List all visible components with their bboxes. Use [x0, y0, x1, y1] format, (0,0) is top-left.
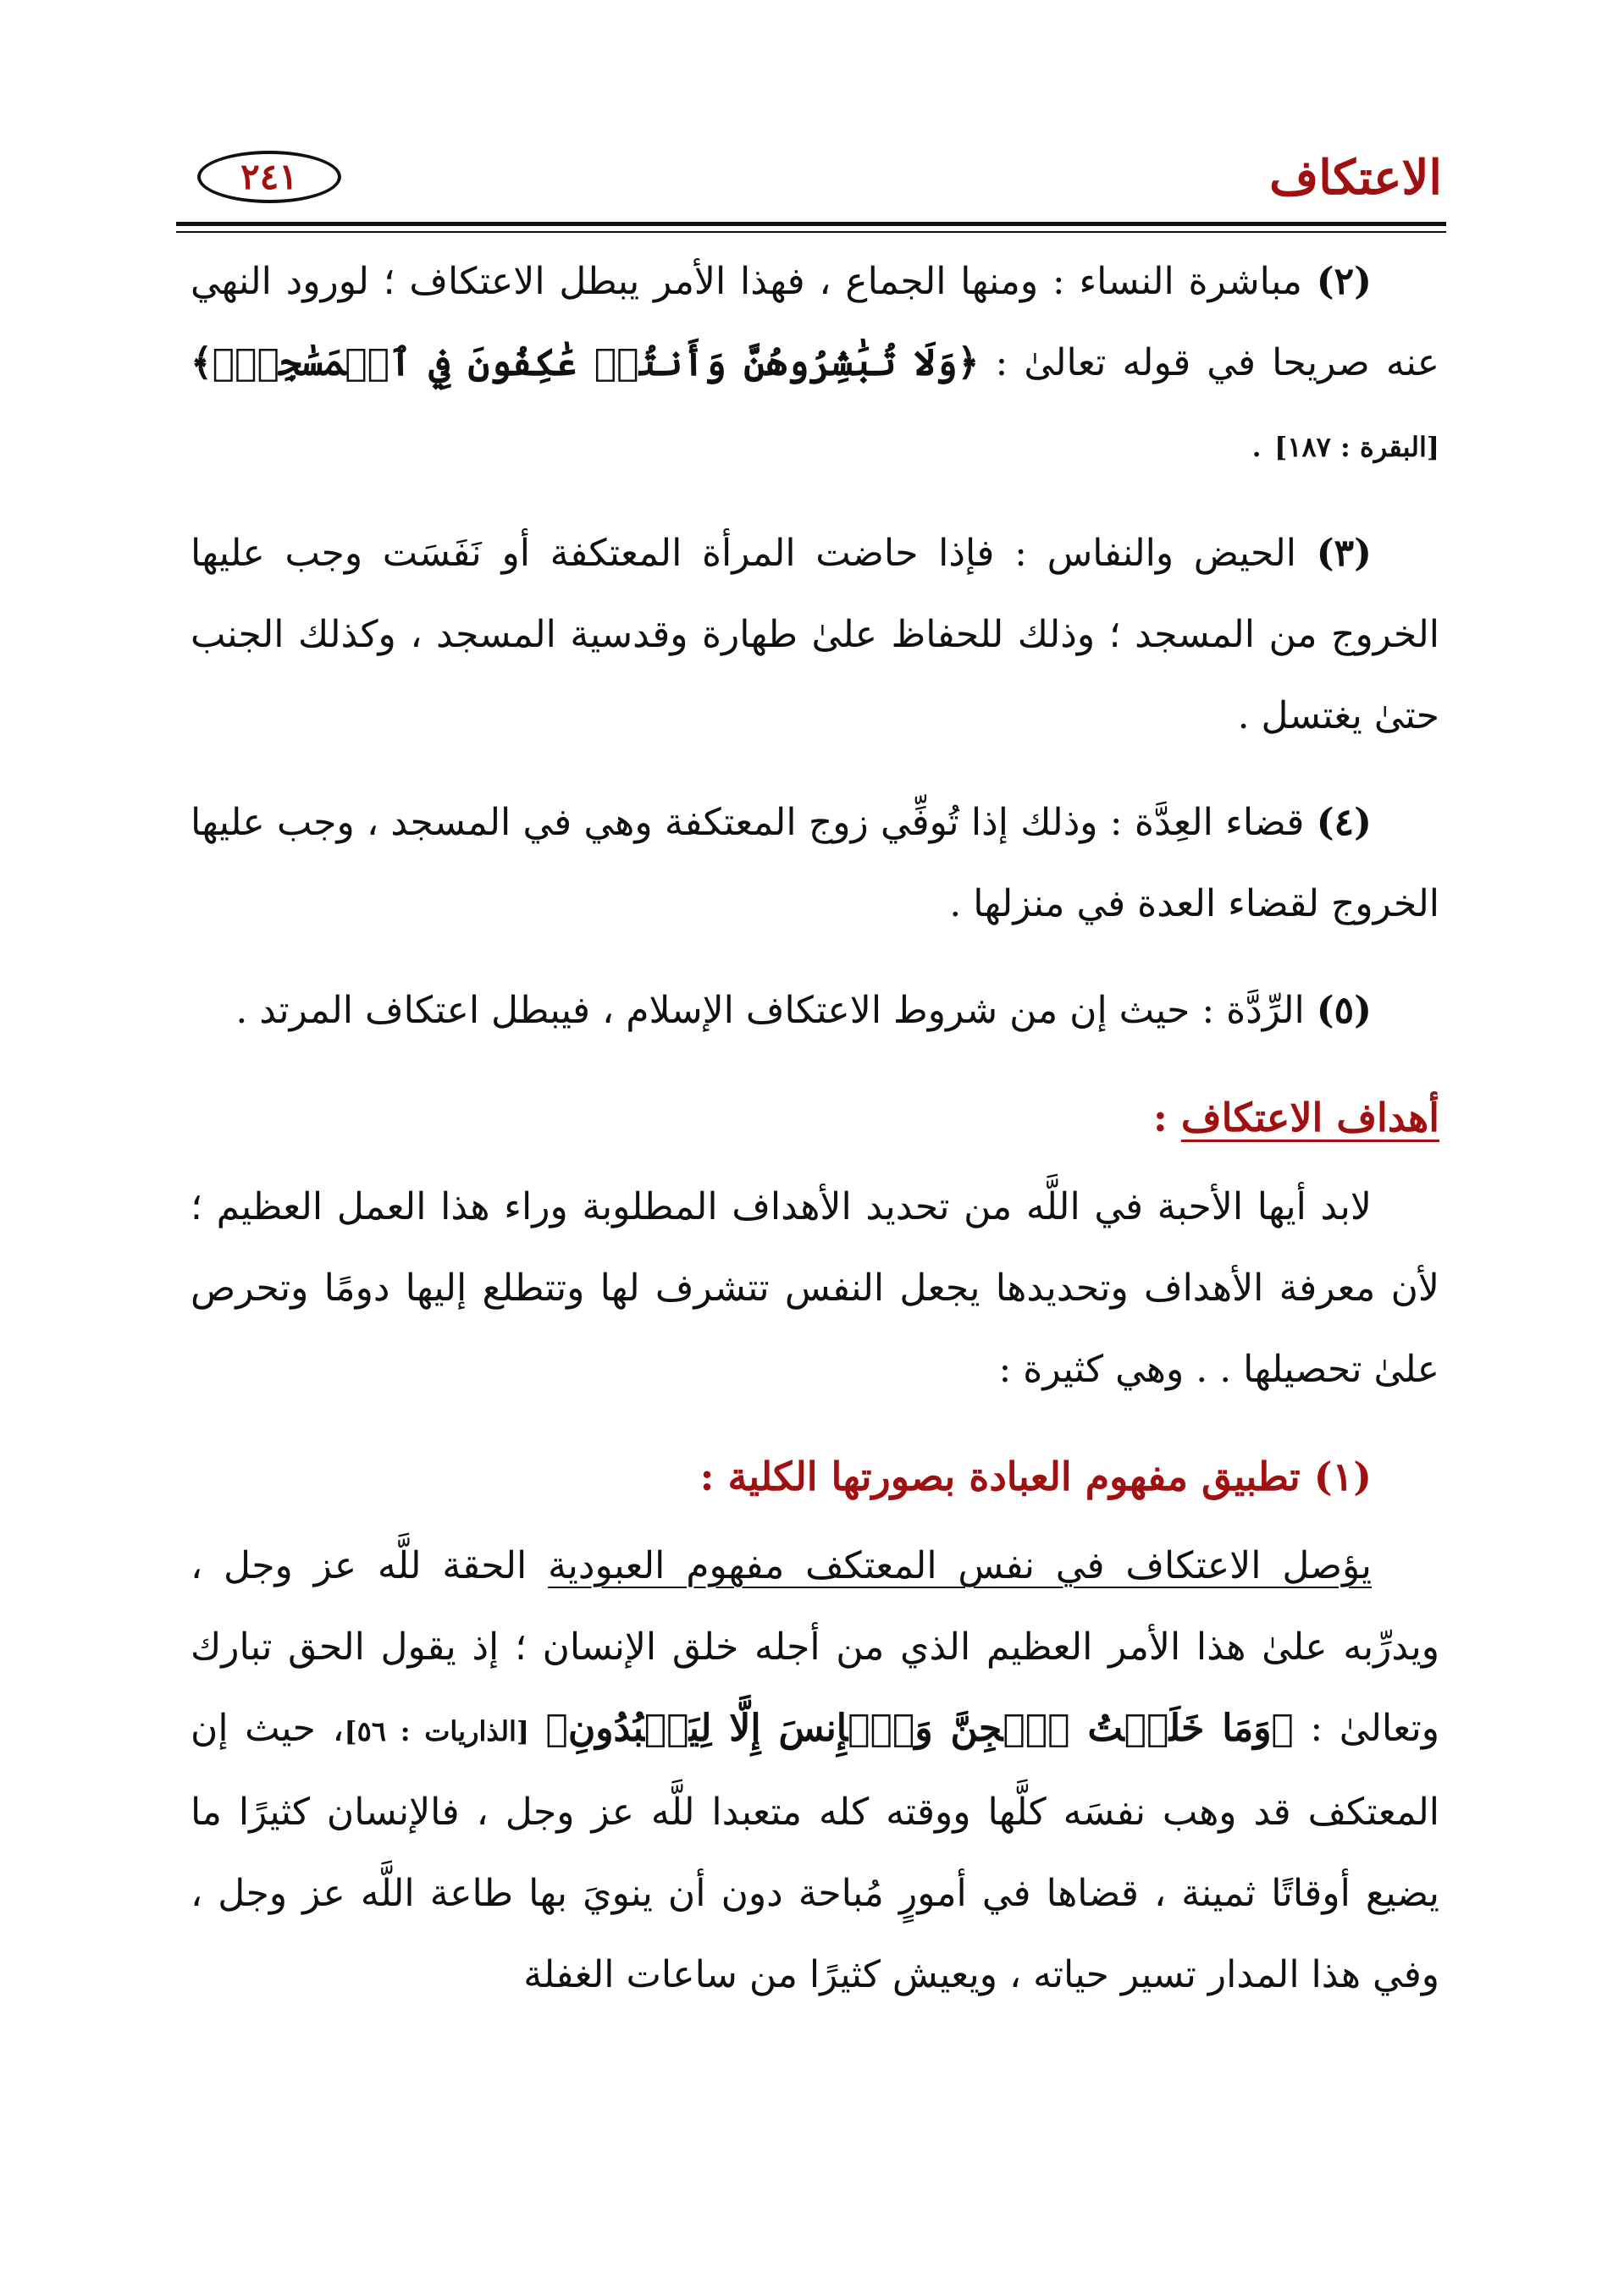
item-number: (٢) — [1316, 260, 1372, 303]
section-heading-colon: : — [1152, 1095, 1181, 1140]
quran-verse: ﴿وَلَا تُبَٰشِرُوهُنَّ وَأَنتُمۡ عَٰكِفُونَ فِي ٱلۡمَسَٰجِدِۗ﴾ — [191, 341, 980, 384]
paragraph-objectives-intro — [191, 1167, 1439, 1410]
paragraph-text: قضاء العِدَّة : وذلك إذا تُوفِّي زوج المعتكفة وهي في المسجد ، وجب عليها الخروج لقضاء العدة في منزلها . — [191, 801, 1439, 925]
item-number: (٣) — [1316, 532, 1372, 575]
paragraph-end: . — [1251, 422, 1275, 466]
paragraph-text: الرِّدَّة : حيث إن من شروط الاعتكاف الإسلام ، فيبطل اعتكاف المرتد . — [235, 989, 1317, 1032]
paragraph-worship — [191, 1526, 1439, 2016]
paragraph-text: مباشرة النساء : ومنها الجماع ، فهذا الأمر يبطل الاعتكاف ؛ لورود النهي عنه صريحا في قوله تعالىٰ : — [191, 260, 1439, 384]
paragraph-apostasy — [191, 970, 1439, 1051]
header-rule-thin — [176, 231, 1446, 233]
page-header — [182, 144, 1442, 212]
underlined-phrase: يؤصل الاعتكاف في نفس المعتكف مفهوم العبودية — [548, 1544, 1372, 1587]
item-number: (٤) — [1316, 801, 1372, 844]
quran-verse: ﴿وَمَا خَلَقۡتُ ٱلۡجِنَّ وَٱلۡإِنسَ إِلَّا لِيَعۡبُدُونِ﴾ — [545, 1707, 1294, 1750]
item-number: (٥) — [1316, 989, 1372, 1032]
paragraph-text: لابد أيها الأحبة في اللَّه من تحديد الأهداف المطلوبة وراء هذا العمل العظيم ؛ لأن معرفة الأهداف وتحديدها يجعل النفس تتشرف لها وتتطلع إليها دومًا وتحرص علىٰ تحصيلها . . وهي كثيرة : — [191, 1185, 1439, 1391]
paragraph-text: الحقة للَّه عز وجل ، ويدرِّبه علىٰ هذا الأمر العظيم الذي من أجله خلق الإنسان ؛ إذ يقول الحق تبارك وتعالىٰ : — [191, 1544, 1439, 1750]
section-heading-objectives — [191, 1077, 1439, 1158]
paragraph-text-continued: ، حيث إن المعتكف قد وهب نفسَه كلَّها ووقته كله متعبدا للَّه عز وجل ، فالإنسان كثيرًا ما يضيع أوقاتًا ثمينة ، قضاها في أمورٍ مُباحة دون أن ينويَ بها طاعة اللَّه عز وجل ، وفي هذا المدار تسير حياته ، ويعيش كثيرًا من ساعات الغفلة — [191, 1707, 1439, 1996]
running-title: الاعتكاف — [1269, 150, 1442, 206]
paragraph-text: الحيض والنفاس : فإذا حاضت المرأة المعتكفة أو نَفَسَت وجب عليها الخروج من المسجد ؛ وذلك للحفاظ علىٰ طهارة وقدسية المسجد ، وكذلك الجنب حتىٰ يغتسل . — [191, 532, 1439, 737]
body-text — [191, 241, 1439, 2041]
verse-reference: [البقرة : ١٨٧] — [1274, 431, 1439, 463]
header-rule-thick — [176, 222, 1446, 226]
paragraph-intercourse — [191, 241, 1439, 488]
verse-reference: [الذاريات : ٥٦] — [344, 1715, 529, 1747]
subheading-worship: (١) تطبيق مفهوم العبادة بصورتها الكلية : — [699, 1454, 1372, 1499]
paragraph-iddah — [191, 782, 1439, 945]
paragraph-menstruation — [191, 513, 1439, 757]
section-heading-text: أهداف الاعتكاف — [1180, 1095, 1439, 1140]
page-number-badge: ٢٤١ — [197, 151, 341, 203]
